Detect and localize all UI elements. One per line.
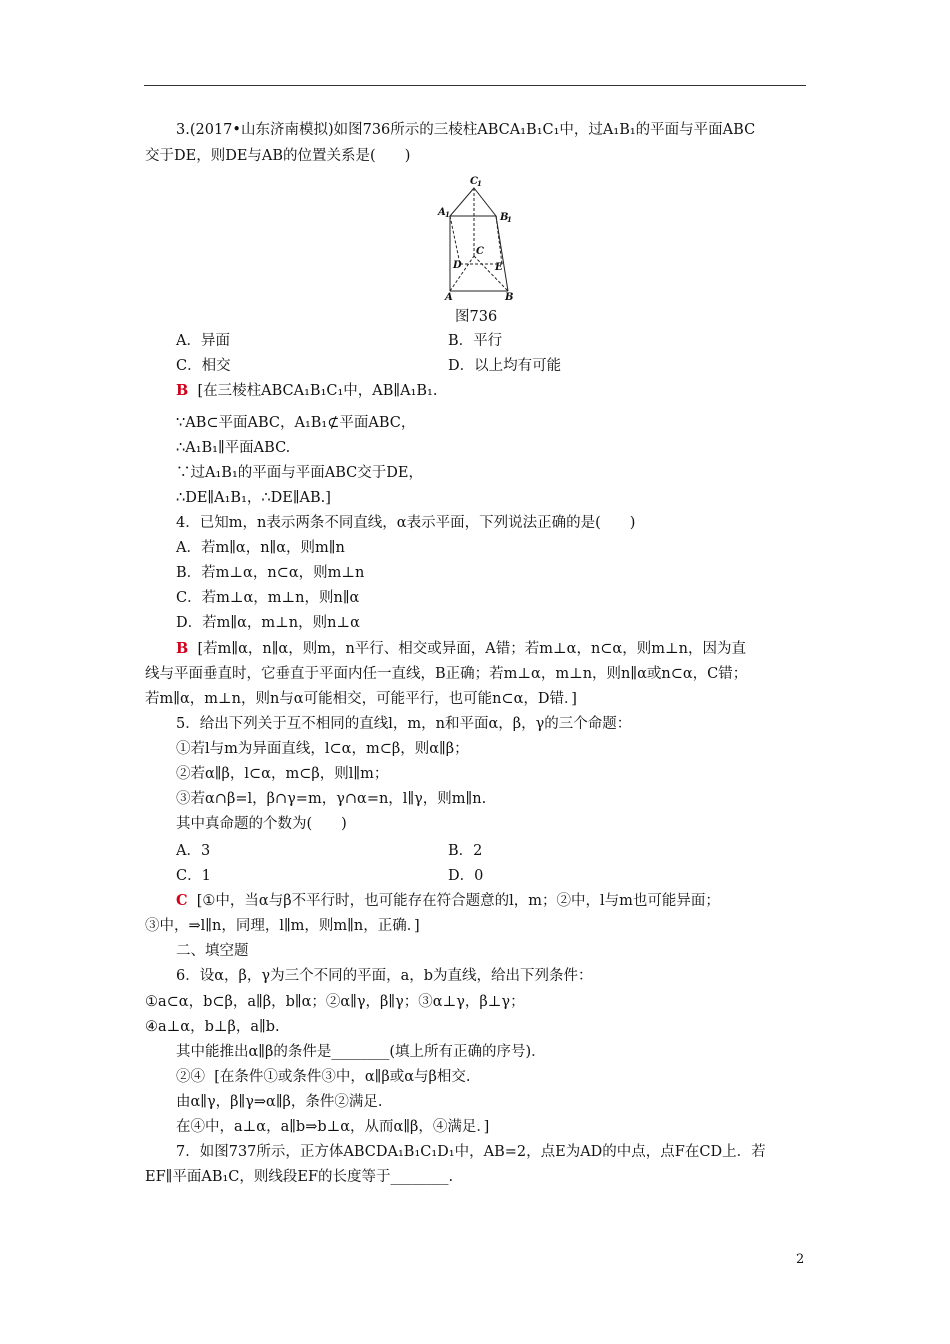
q5-option-d: D．0 bbox=[448, 868, 484, 884]
q5-item-1: ①若l与m为异面直线，l⊂α，m⊂β，则α∥β； bbox=[176, 741, 469, 757]
q5-question: 其中真命题的个数为( ) bbox=[176, 816, 347, 832]
q4-option-d: D．若m∥α，m⊥n，则n⊥α bbox=[176, 615, 360, 631]
q3-answer: B bbox=[176, 382, 189, 399]
label-b1-sub: 1 bbox=[507, 215, 512, 224]
label-e: E bbox=[495, 262, 503, 273]
q6-answer: ②④ bbox=[176, 1069, 205, 1085]
q3-option-b: B．平行 bbox=[448, 333, 503, 349]
q6-solution-line2: 由α∥γ，β∥γ⇒α∥β，条件②满足. bbox=[176, 1094, 383, 1110]
q5-stem: 5．给出下列关于互不相同的直线l，m，n和平面α，β，γ的三个命题： bbox=[176, 716, 632, 732]
q3-solution-line5: ∴DE∥A₁B₁，∴DE∥AB.] bbox=[176, 490, 331, 506]
q5-option-a: A．3 bbox=[176, 843, 211, 859]
q7-stem-line1: 7．如图737所示，正方体ABCDA₁B₁C₁D₁中，AB=2，点E为AD的中点，点F在CD上．若 bbox=[176, 1144, 766, 1160]
q5-solution-line2: ③中，⇒l∥n，同理，l∥m，则m∥n，正确．] bbox=[145, 918, 420, 934]
figure-caption: 图736 bbox=[455, 309, 498, 325]
q4-option-a: A．若m∥α，n∥α，则m∥n bbox=[176, 540, 345, 556]
q3-sol-text1: [在三棱柱ABCA₁B₁C₁中，AB∥A₁B₁. bbox=[197, 383, 438, 399]
q6-solution-line1 bbox=[176, 1068, 471, 1086]
q3-solution-line3: ∴A₁B₁∥平面ABC. bbox=[176, 440, 291, 456]
q4-solution-line2: 线与平面垂直时，它垂直于平面内任一直线，B正确；若m⊥α，m⊥n，则n∥α或n⊂α，C错； bbox=[145, 666, 748, 682]
q5-sol-text1: [①中，当α与β不平行时，也可能存在符合题意的l，m；②中，l与m也可能异面； bbox=[196, 893, 720, 909]
q7-stem-line2: EF∥平面AB₁C，则线段EF的长度等于________. bbox=[145, 1169, 454, 1185]
q5-item-3: ③若α∩β=l，β∩γ=m，γ∩α=n，l∥γ，则m∥n. bbox=[176, 791, 487, 807]
q3-stem-line2: 交于DE，则DE与AB的位置关系是( ) bbox=[145, 148, 411, 164]
q4-solution-line1 bbox=[176, 640, 746, 658]
label-a: A bbox=[445, 292, 453, 303]
q3-stem-line1: 3.(2017•山东济南模拟)如图736所示的三棱柱ABCA₁B₁C₁中，过A₁B₁的平面与平面ABC bbox=[176, 122, 756, 138]
label-a1: A bbox=[438, 207, 446, 218]
q6-solution-line3: 在④中，a⊥α，a∥b⇒b⊥α，从而α∥β，④满足．] bbox=[176, 1119, 490, 1135]
label-d: D bbox=[453, 260, 462, 271]
q5-option-b: B．2 bbox=[448, 843, 483, 859]
label-c1: C bbox=[470, 176, 478, 187]
header-rule bbox=[144, 85, 806, 86]
q5-option-c: C．1 bbox=[176, 868, 211, 884]
top-face bbox=[450, 188, 496, 216]
q3-solution-line4: ∵过A₁B₁的平面与平面ABC交于DE， bbox=[176, 465, 423, 481]
section-heading: 二、填空题 bbox=[176, 943, 249, 959]
label-b1: B bbox=[500, 212, 509, 223]
q4-sol-text1: [若m∥α，n∥α，则m，n平行、相交或异面，A错；若m⊥α，n⊂α，则m⊥n，因为直 bbox=[197, 641, 746, 657]
q5-solution-line1 bbox=[176, 892, 720, 910]
q3-solution-line2: ∵AB⊂平面ABC，A₁B₁⊄平面ABC， bbox=[176, 415, 416, 431]
q4-solution-line3: 若m∥α，m⊥n，则n与α可能相交，可能平行，也可能n⊂α，D错．] bbox=[145, 691, 577, 707]
q3-option-d: D．以上均有可能 bbox=[448, 358, 562, 374]
label-c: C bbox=[476, 246, 484, 257]
q4-answer: B bbox=[176, 640, 189, 657]
label-b: B bbox=[505, 292, 514, 303]
q6-conditions-line1: ①a⊂α，b⊂β，a∥β，b∥α；②α∥γ，β∥γ；③α⊥γ，β⊥γ； bbox=[145, 994, 525, 1010]
q3-option-a: A．异面 bbox=[176, 333, 230, 349]
q6-conditions-line2: ④a⊥α，b⊥β，a∥b. bbox=[145, 1019, 280, 1035]
label-c1-sub: 1 bbox=[477, 179, 482, 188]
q5-item-2: ②若α∥β，l⊂α，m⊂β，则l∥m； bbox=[176, 766, 389, 782]
q5-answer: C bbox=[176, 892, 188, 909]
prism-figure bbox=[438, 170, 520, 303]
q4-stem: 4．已知m，n表示两条不同直线，α表示平面，下列说法正确的是( ) bbox=[176, 515, 636, 531]
page-number: 2 bbox=[796, 1252, 805, 1267]
q6-question: 其中能推出α∥β的条件是________(填上所有正确的序号)． bbox=[176, 1044, 546, 1060]
q4-option-c: C．若m⊥α，m⊥n，则n∥α bbox=[176, 590, 360, 606]
q3-option-c: C．相交 bbox=[176, 358, 231, 374]
q6-stem: 6．设α，β，γ为三个不同的平面，a，b为直线，给出下列条件： bbox=[176, 968, 593, 984]
q3-solution-line1 bbox=[176, 382, 437, 400]
label-a1-sub: 1 bbox=[445, 210, 450, 219]
q4-option-b: B．若m⊥α，n⊂α，则m⊥n bbox=[176, 565, 365, 581]
q6-sol-text1: [在条件①或条件③中，α∥β或α与β相交. bbox=[214, 1069, 471, 1085]
